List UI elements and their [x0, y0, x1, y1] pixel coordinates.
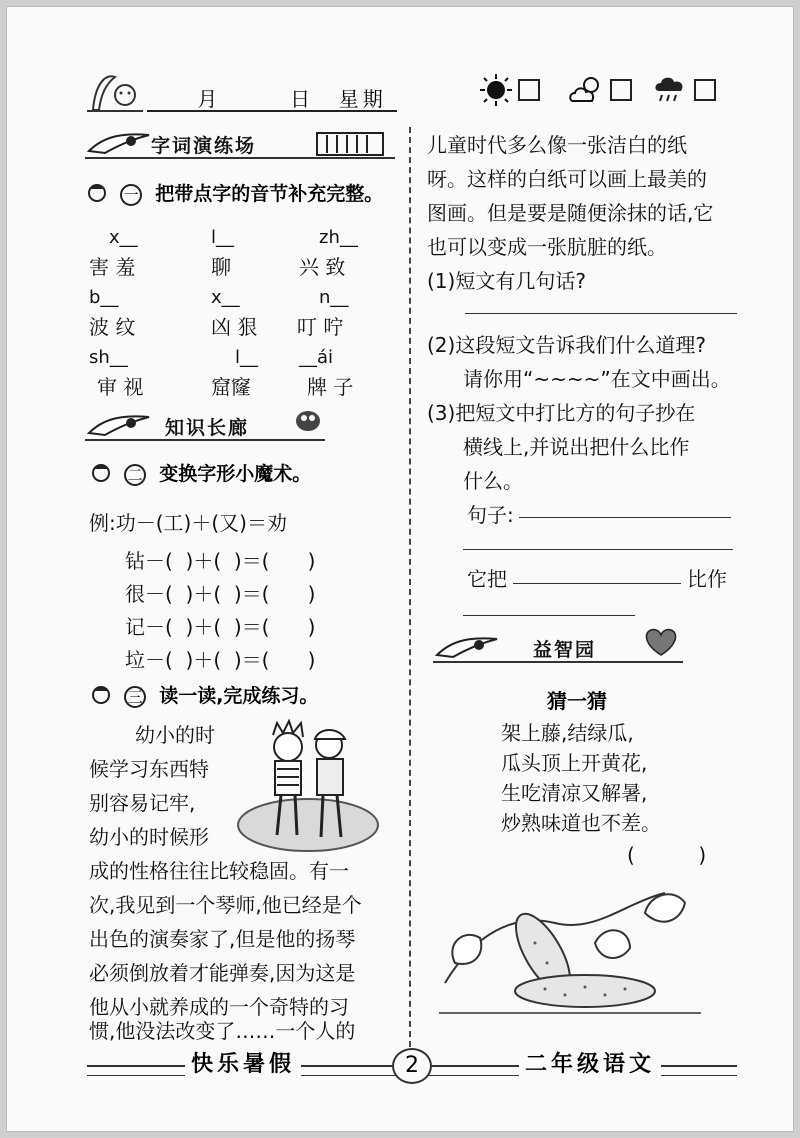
- header-month: 月: [197, 87, 222, 111]
- heart-creature-icon: [641, 625, 681, 659]
- footer-book-title: 快乐暑假: [185, 1047, 301, 1078]
- pinyin-blank[interactable]: x__: [109, 227, 138, 248]
- subquestion-number: (3): [427, 401, 456, 425]
- subquestion-number: (2): [427, 333, 456, 357]
- kids-walking-illustration: [233, 715, 383, 859]
- sentence-answer-line-2[interactable]: [463, 549, 733, 550]
- column-divider: [409, 127, 411, 1047]
- pinyin-blank[interactable]: l__: [211, 227, 235, 248]
- sentence-label: 句子:: [467, 503, 514, 527]
- subquestion-text-2: 横线上,并说出把什么比作: [463, 435, 690, 459]
- sun-icon: [479, 73, 513, 107]
- passage-line: 也可以变成一张肮脏的纸。: [427, 235, 667, 259]
- quill-icon: [433, 633, 503, 661]
- section-banner-knowledge: [85, 411, 325, 441]
- passage-line: 呀。这样的白纸可以画上最美的: [427, 167, 707, 191]
- riddle-line: 炒熟味道也不差。: [501, 811, 661, 835]
- subquestion-text: 短文有几句话?: [455, 269, 586, 293]
- subquestion-text-3: 什么。: [463, 469, 523, 493]
- header-illustration: [85, 65, 145, 115]
- riddle-answer-blank[interactable]: ( ): [627, 843, 707, 867]
- example-line: 例:功－(工)＋(又)＝劝: [89, 511, 287, 535]
- word-item: 兴 致: [299, 255, 346, 279]
- char-puzzle-row[interactable]: 很－( )＋( )＝( ): [125, 582, 316, 606]
- char-puzzle-row[interactable]: 钻－( )＋( )＝( ): [125, 549, 316, 573]
- bird-icon: [291, 405, 325, 435]
- compare-blank-b[interactable]: [463, 615, 635, 616]
- page-number: 2: [392, 1048, 432, 1084]
- question-title: 把带点字的音节补充完整。: [155, 183, 384, 205]
- footer-grade-subject: 二年级语文: [519, 1047, 661, 1078]
- student-icon: [89, 683, 119, 713]
- passage-line: 别容易记牢,: [89, 791, 196, 815]
- passage-line: 必须倒放着才能弹奏,因为这是: [89, 961, 356, 985]
- pinyin-blank[interactable]: n__: [319, 287, 349, 308]
- passage-line: 出色的演奏家了,但是他的扬琴: [89, 927, 356, 951]
- subquestion-1: [427, 265, 586, 294]
- header-weekday: 星期: [338, 87, 387, 111]
- bookshelf-icon: [315, 131, 385, 157]
- subquestion-text: 把短文中打比方的句子抄在: [455, 401, 696, 425]
- header-day: 日: [290, 87, 315, 111]
- char-puzzle-row[interactable]: 记－( )＋( )＝( ): [125, 615, 316, 639]
- cucumber-vine-illustration: [435, 873, 705, 1027]
- cloudy-checkbox[interactable]: [610, 79, 632, 101]
- passage-line: 图画。但是要是随便涂抹的话,它: [427, 201, 714, 225]
- student-icon: [89, 461, 119, 491]
- passage-line: 幼小的时候形: [89, 825, 209, 849]
- subquestion-number: (1): [427, 269, 456, 293]
- pinyin-blank[interactable]: zh__: [319, 227, 358, 248]
- section-title: 字词演练场: [151, 135, 257, 157]
- student-icon: [85, 181, 115, 211]
- passage-line: 候学习东西特: [89, 757, 209, 781]
- sentence-answer-line[interactable]: [519, 517, 731, 518]
- section-title: 益智园: [533, 639, 597, 661]
- workbook-page: [6, 6, 794, 1132]
- riddle-line: 瓜头顶上开黄花,: [501, 751, 648, 775]
- word-item: 审 视: [97, 375, 144, 399]
- passage-line: 儿童时代多么像一张洁白的纸: [427, 133, 687, 157]
- question-number: 三: [124, 686, 146, 708]
- question-title: 读一读,完成练习。: [159, 685, 319, 707]
- question-3-heading: [89, 681, 318, 713]
- pinyin-blank[interactable]: sh__: [89, 347, 128, 368]
- compare-label-a: 它把: [467, 567, 507, 591]
- rain-checkbox[interactable]: [694, 79, 716, 101]
- word-item: 害 羞: [89, 255, 136, 279]
- subquestion-3: [427, 397, 695, 426]
- word-item: 窟窿: [211, 375, 251, 399]
- question-number: 二: [124, 464, 146, 486]
- riddle-line: 生吃清凉又解暑,: [501, 781, 648, 805]
- compare-blank-a[interactable]: [513, 583, 681, 584]
- question-1-heading: [85, 179, 383, 211]
- weather-sunny[interactable]: [479, 73, 540, 111]
- subquestion-text: 这段短文告诉我们什么道理?: [455, 333, 706, 357]
- riddle-title: 猜一猜: [547, 689, 607, 713]
- word-item: 牌 子: [307, 375, 354, 399]
- section-banner-word-practice: [85, 129, 395, 159]
- quill-icon: [85, 129, 155, 157]
- rain-icon: [653, 73, 689, 107]
- passage-line: 成的性格往往比较稳固。有一: [89, 859, 349, 883]
- word-item: 波 纹: [89, 315, 136, 339]
- question-2-heading: [89, 459, 311, 491]
- sunny-checkbox[interactable]: [518, 79, 540, 101]
- weather-cloudy[interactable]: [567, 73, 632, 111]
- answer-line-1[interactable]: [465, 313, 737, 314]
- word-item: 凶 狠: [211, 315, 258, 339]
- word-item: 叮 咛: [297, 315, 344, 339]
- riddle-line: 架上藤,结绿瓜,: [501, 721, 634, 745]
- pinyin-blank[interactable]: b__: [89, 287, 119, 308]
- passage-line: 惯,他没法改变了……一个人的: [89, 1019, 356, 1043]
- header-underline: [147, 110, 397, 112]
- subquestion-text-2: 请你用“~~~~”在文中画出。: [463, 367, 731, 391]
- pinyin-blank[interactable]: x__: [211, 287, 240, 308]
- pinyin-blank[interactable]: l__: [235, 347, 259, 368]
- quill-icon: [85, 411, 155, 439]
- passage-line: 幼小的时: [135, 723, 215, 747]
- compare-label-b: 比作: [687, 567, 727, 591]
- word-item: 聊: [211, 255, 231, 279]
- pinyin-blank[interactable]: __ái: [299, 347, 334, 368]
- question-number: 一: [120, 184, 142, 206]
- weather-rain[interactable]: [653, 73, 716, 111]
- passage-line: 次,我见到一个琴师,他已经是个: [89, 893, 362, 917]
- section-banner-wisdom-garden: [433, 633, 683, 663]
- question-title: 变换字形小魔术。: [159, 463, 312, 485]
- passage-line: 他从小就养成的一个奇特的习: [89, 995, 349, 1019]
- subquestion-2: [427, 329, 706, 358]
- partly-cloudy-icon: [567, 73, 605, 107]
- section-title: 知识长廊: [165, 417, 250, 439]
- char-puzzle-row[interactable]: 垃－( )＋( )＝( ): [125, 648, 316, 672]
